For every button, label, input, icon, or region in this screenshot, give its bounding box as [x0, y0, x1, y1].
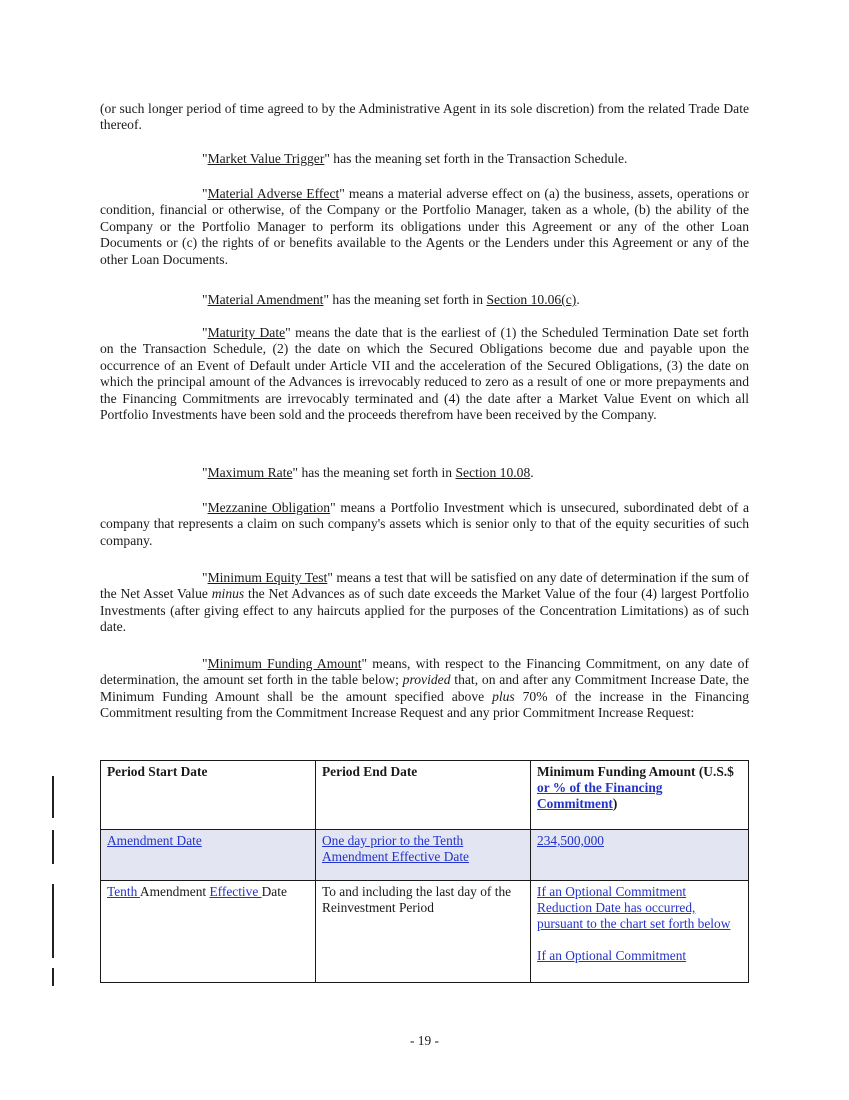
- cell-end-date: [316, 830, 531, 881]
- definition-material-amendment: "Material Amendment" has the meaning set forth in Section 10.06(c).: [202, 292, 580, 307]
- inserted-text: or % of the Financing Commitment: [537, 780, 663, 811]
- definition-minimum-funding-amount: "Minimum Funding Amount" means, with respect to the Financing Commitment, on any date of determination, the amount set forth in the table below; provided that, on and after any Commitment Increase Date, the Minimum Funding Amount shall be the amount specified above plus 70% of the increase in the Financing Commitment resulting from the Commitment Increase Request and any prior Commitment Increase Request:: [100, 656, 749, 721]
- minimum-funding-table: [100, 760, 749, 983]
- definition-maturity-date: "Maturity Date" means the date that is the earliest of (1) the Scheduled Termination Date set forth on the Transaction Schedule, (2) the date on which the Secured Obligations become due and payable upon the occurrence of an Event of Default under Article VII and the acceleration of the Secured Obligations, (3) the date on which the principal amount of the Advances is irrevocably reduced to zero as a result of one or more prepayments and the Financing Commitments are irrevocably terminated and (4) the date after a Market Value Event on which all Portfolio Investments have been sold and the proceeds therefrom have been received by the Company.: [100, 325, 749, 423]
- table-header-row: [101, 761, 749, 830]
- inserted-text: Effective: [209, 884, 262, 899]
- defined-term: Material Adverse Effect: [207, 186, 340, 201]
- defined-term: Maturity Date: [207, 325, 286, 340]
- header-minimum-funding-amount: Minimum Funding Amount (U.S.$ or % of the Financing Commitment): [531, 761, 749, 830]
- section-reference: Section 10.06(c): [486, 292, 577, 307]
- defined-term: Minimum Funding Amount: [207, 656, 362, 671]
- inserted-text: If an Optional Commitment Reduction Date has occurred, pursuant to the chart set forth below: [537, 884, 731, 931]
- inserted-text: Amendment Date: [107, 833, 202, 848]
- definition-maximum-rate: "Maximum Rate" has the meaning set forth in Section 10.08.: [202, 465, 534, 480]
- table-row: [101, 881, 749, 983]
- change-bar: [52, 968, 54, 986]
- inserted-text: If an Optional Commitment: [537, 948, 687, 963]
- definition-market-value-trigger: "Market Value Trigger" has the meaning set forth in the Transaction Schedule.: [202, 151, 628, 166]
- definition-minimum-equity-test: "Minimum Equity Test" means a test that will be satisfied on any date of determination if the sum of the Net Asset Value minus the Net Advances as of such date exceeds the Market Value of the four (4) largest Portfolio Investments (after giving effect to any haircuts applied for the purposes of the Concentration Limitations) as of such date.: [100, 570, 749, 635]
- paragraph-continuation: (or such longer period of time agreed to by the Administrative Agent in its sole discretion) from the related Trade Date thereof.: [100, 101, 749, 133]
- defined-term: Market Value Trigger: [207, 151, 325, 166]
- definition-material-adverse-effect: "Material Adverse Effect" means a material adverse effect on (a) the business, assets, operations or condition, financial or otherwise, of the Company or the Portfolio Manager, taken as a whole, (b) the ability of the Company or the Portfolio Manager to perform its obligations under this Agreement or any of the other Loan Documents or (c) the rights of or benefits available to the Agents or the Lenders under this Agreement or any of the other Loan Documents.: [100, 186, 750, 267]
- inserted-text: Tenth: [107, 884, 140, 899]
- cell-amount: [531, 881, 749, 983]
- inserted-text: One day prior to the Tenth Amendment Effective Date: [322, 833, 469, 864]
- change-bar: [52, 830, 54, 864]
- section-reference: Section 10.08: [455, 465, 531, 480]
- page-number: - 19 -: [409, 1033, 439, 1048]
- inserted-text: 234,500,000: [537, 833, 604, 848]
- cell-start-date: Tenth Amendment Effective Date: [101, 881, 316, 983]
- cell-amount: [531, 830, 749, 881]
- cell-start-date: [101, 830, 316, 881]
- defined-term: Minimum Equity Test: [207, 570, 328, 585]
- header-period-start-date: Period Start Date: [101, 761, 316, 830]
- table-row: [101, 830, 749, 881]
- change-bar: [52, 884, 54, 958]
- cell-end-date: To and including the last day of the Reinvestment Period: [316, 881, 531, 983]
- defined-term: Maximum Rate: [207, 465, 293, 480]
- defined-term: Mezzanine Obligation: [207, 500, 331, 515]
- change-bar: [52, 776, 54, 818]
- header-period-end-date: Period End Date: [316, 761, 531, 830]
- definition-mezzanine-obligation: "Mezzanine Obligation" means a Portfolio Investment which is unsecured, subordinated debt of a company that represents a claim on such company's assets which is senior only to that of the equity securities of such company.: [100, 500, 750, 548]
- defined-term: Material Amendment: [207, 292, 324, 307]
